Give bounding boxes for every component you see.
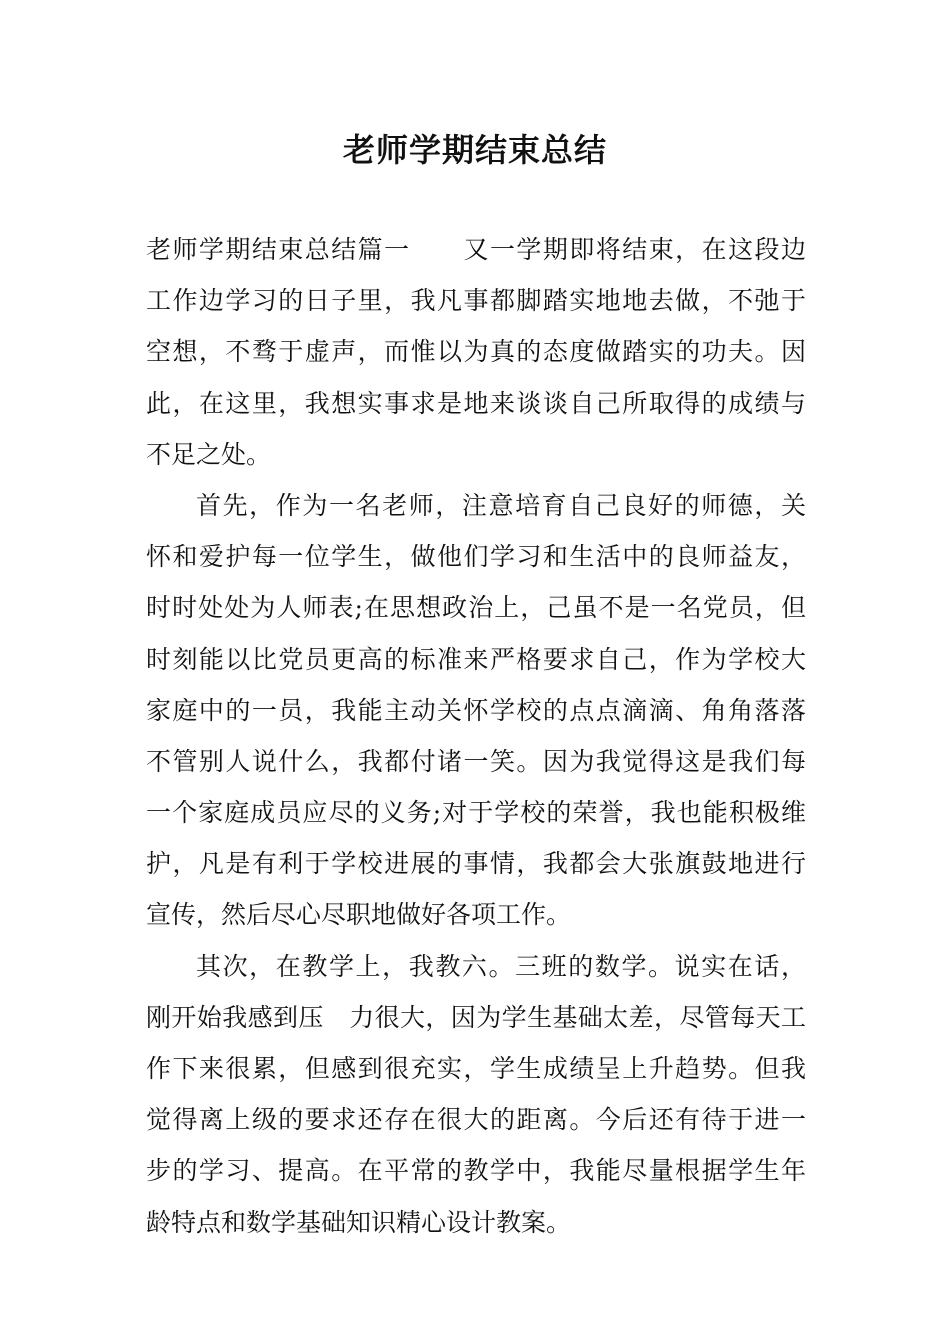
paragraph-line: 首先，作为一名老师，注意培育自己良好的师德，关 [196,490,806,520]
document-title: 老师学期结束总结 [342,131,607,169]
paragraph-line: 此，在这里，我想实事求是地来谈谈自己所取得的成绩与 [146,388,806,418]
paragraph-line: 觉得离上级的要求还存在很大的距离。今后还有待于进一 [146,1105,806,1135]
paragraph-line: 时时处处为人师表;在思想政治上，己虽不是一名党员，但 [146,593,806,623]
paragraph-line: 一个家庭成员应尽的义务;对于学校的荣誉，我也能积极维 [146,798,806,828]
paragraph-line: 其次，在教学上，我教六。三班的数学。说实在话， [196,951,806,981]
paragraph-2 [146,480,806,941]
paragraph-line: 龄特点和数学基础知识精心设计教案。 [146,1207,572,1237]
paragraph-line: 工作边学习的日子里，我凡事都脚踏实地地去做，不弛于 [146,286,806,316]
paragraph-line: 刚开始我感到压 力很大，因为学生基础太差，尽管每天工 [146,1002,806,1032]
paragraph-line: 怀和爱护每一位学生，做他们学习和生活中的良师益友， [146,542,806,572]
paragraph-line: 步的学习、提高。在平常的教学中，我能尽量根据学生年 [146,1156,806,1186]
document-body [146,224,806,1248]
paragraph-line: 时刻能以比党员更高的标准来严格要求自己，作为学校大 [146,644,806,674]
paragraph-line: 空想，不骛于虚声，而惟以为真的态度做踏实的功夫。因 [146,337,806,367]
paragraph-line: 不足之处。 [146,439,272,469]
paragraph-line: 老师学期结束总结篇一 又一学期即将结束，在这段边 [146,235,806,264]
paragraph-line: 护，凡是有利于学校进展的事情，我都会大张旗鼓地进行 [146,849,806,879]
paragraph-3 [146,941,806,1248]
paragraph-1 [146,224,806,480]
paragraph-line: 作下来很累，但感到很充实，学生成绩呈上升趋势。但我 [146,1054,806,1083]
paragraph-line: 家庭中的一员，我能主动关怀学校的点点滴滴、角角落落 [146,695,806,725]
paragraph-line: 宣传，然后尽心尽职地做好各项工作。 [146,900,572,930]
paragraph-line: 不管别人说什么，我都付诸一笑。因为我觉得这是我们每 [146,746,806,776]
